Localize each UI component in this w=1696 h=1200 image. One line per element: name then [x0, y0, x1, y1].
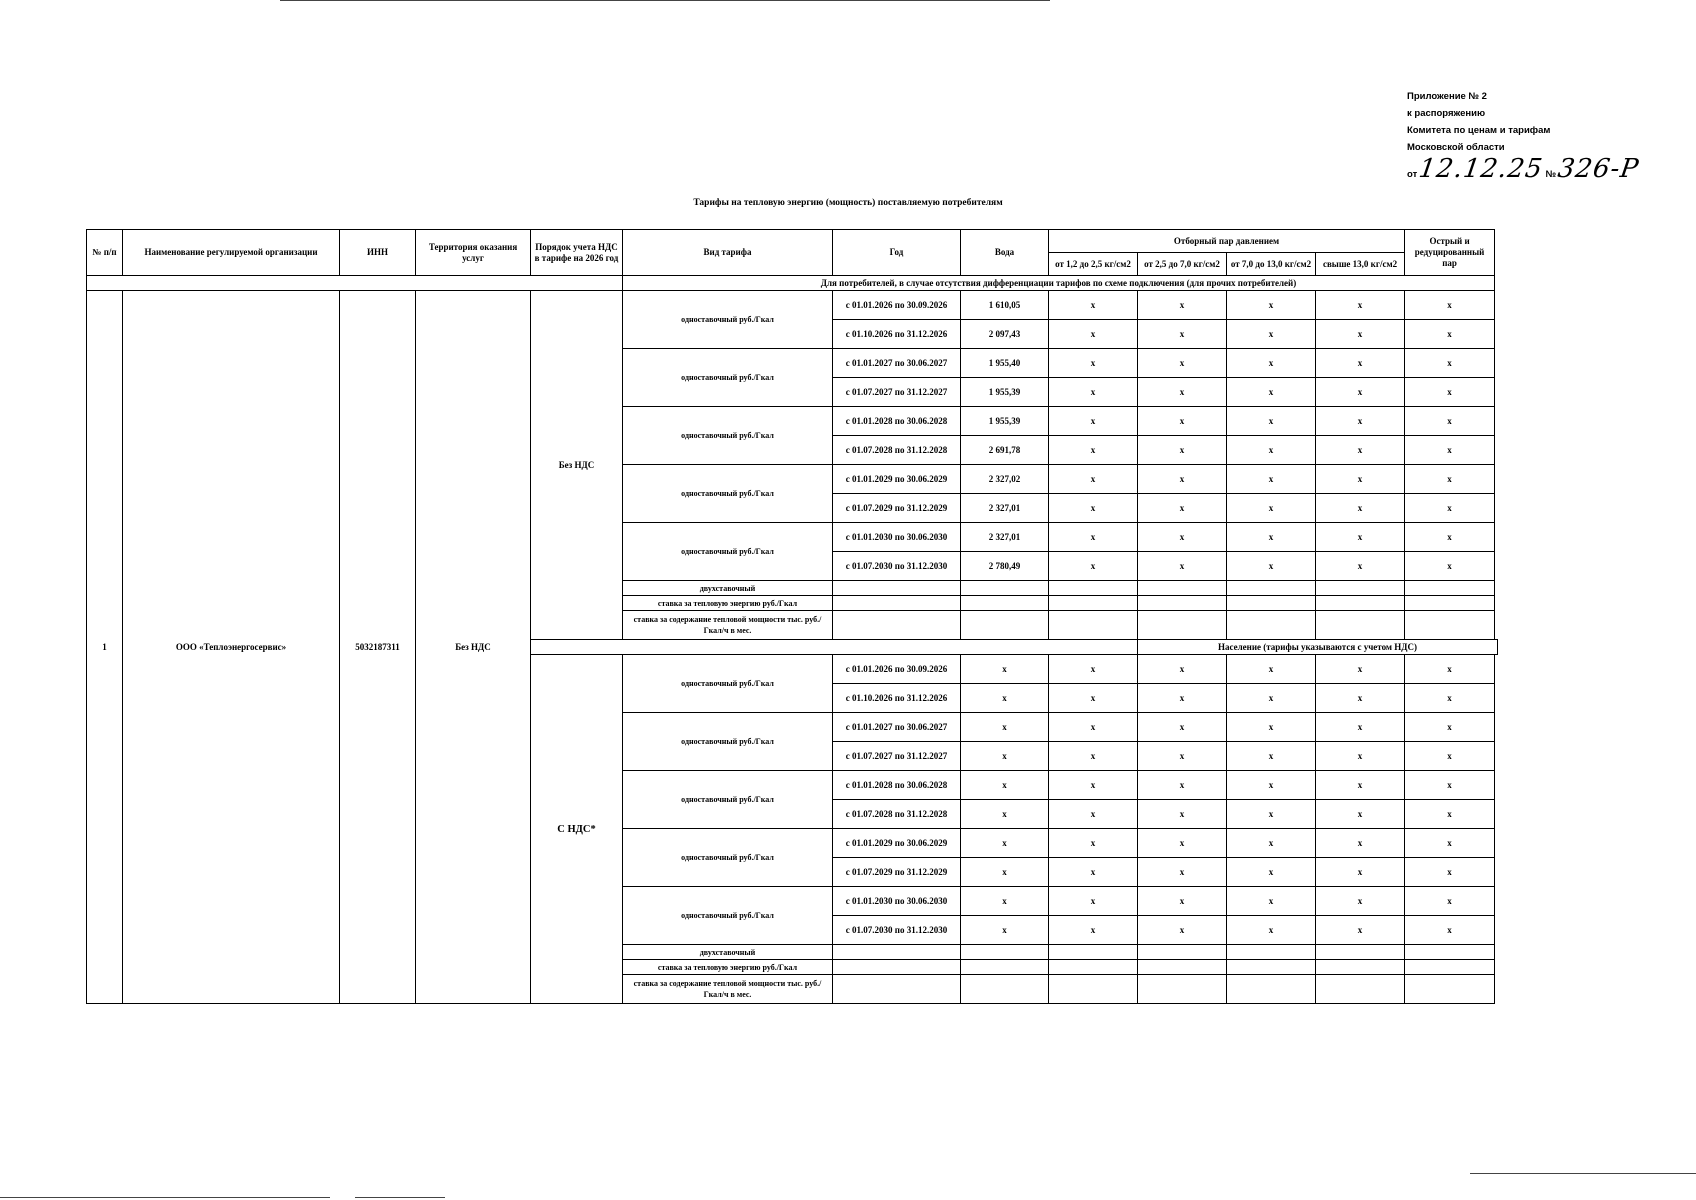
- steam-value: x: [1316, 291, 1405, 320]
- empty-cell: [1405, 596, 1495, 611]
- scan-edge-line: [280, 0, 1050, 1]
- tariff-type-label: одноставочный руб./Гкал: [623, 655, 833, 713]
- empty-cell: [1049, 975, 1138, 1004]
- date-prefix: от: [1407, 169, 1418, 180]
- steam-value: x: [1227, 320, 1316, 349]
- empty-cell: [1405, 581, 1495, 596]
- tariff-type-label: одноставочный руб./Гкал: [623, 349, 833, 407]
- header-steam-1: от 1,2 до 2,5 кг/см2: [1049, 253, 1138, 276]
- band-spacer: [87, 276, 623, 291]
- scan-edge-line: [355, 1197, 445, 1198]
- header-year: Год: [833, 230, 961, 276]
- appendix-line: к распоряжению: [1407, 108, 1486, 119]
- steam-value: x: [1316, 771, 1405, 800]
- water-value: x: [961, 829, 1049, 858]
- steam-value: x: [1227, 494, 1316, 523]
- period-cell: с 01.01.2028 по 30.06.2028: [833, 407, 961, 436]
- header-water: Вода: [961, 230, 1049, 276]
- empty-cell: [833, 960, 961, 975]
- period-cell: с 01.01.2026 по 30.09.2026: [833, 655, 961, 684]
- steam-value: x: [1138, 291, 1227, 320]
- section-band-row: [87, 276, 1498, 291]
- period-cell: с 01.07.2029 по 31.12.2029: [833, 494, 961, 523]
- steam-value: x: [1049, 713, 1138, 742]
- tariff-type-label: одноставочный руб./Гкал: [623, 713, 833, 771]
- steam-value: x: [1405, 552, 1495, 581]
- org-territory: Без НДС: [416, 291, 531, 1004]
- steam-value: x: [1227, 684, 1316, 713]
- steam-value: x: [1138, 916, 1227, 945]
- period-cell: с 01.01.2029 по 30.06.2029: [833, 829, 961, 858]
- steam-value: x: [1227, 523, 1316, 552]
- empty-cell: [1138, 611, 1227, 640]
- steam-value: x: [1227, 465, 1316, 494]
- period-cell: с 01.07.2030 по 31.12.2030: [833, 916, 961, 945]
- steam-value: x: [1138, 887, 1227, 916]
- steam-value: x: [1405, 858, 1495, 887]
- steam-value: x: [1138, 829, 1227, 858]
- steam-value: x: [1138, 858, 1227, 887]
- period-cell: с 01.01.2026 по 30.09.2026: [833, 291, 961, 320]
- steam-value: x: [1227, 829, 1316, 858]
- water-value: 1 955,40: [961, 349, 1049, 378]
- steam-value: x: [1405, 684, 1495, 713]
- water-value: x: [961, 800, 1049, 829]
- steam-value: x: [1138, 523, 1227, 552]
- empty-cell: [1227, 960, 1316, 975]
- period-cell: с 01.01.2027 по 30.06.2027: [833, 713, 961, 742]
- empty-cell: [1049, 945, 1138, 960]
- empty-cell: [1049, 596, 1138, 611]
- steam-value: x: [1316, 655, 1405, 684]
- steam-value: x: [1138, 552, 1227, 581]
- appendix-date-line: [1407, 156, 1667, 183]
- steam-value: x: [1316, 742, 1405, 771]
- empty-cell: [833, 975, 961, 1004]
- tariff-table: [86, 229, 1498, 1004]
- empty-cell: [1316, 960, 1405, 975]
- header-steam-2: от 2,5 до 7,0 кг/см2: [1138, 253, 1227, 276]
- tariff-type-label: одноставочный руб./Гкал: [623, 407, 833, 465]
- steam-value: x: [1316, 800, 1405, 829]
- empty-cell: [1138, 596, 1227, 611]
- steam-value: x: [1138, 494, 1227, 523]
- two-part-label: двухставочный: [623, 945, 833, 960]
- period-cell: с 01.01.2027 по 30.06.2027: [833, 349, 961, 378]
- steam-value: x: [1049, 742, 1138, 771]
- steam-value: x: [1138, 320, 1227, 349]
- steam-value: x: [1316, 523, 1405, 552]
- empty-cell: [1227, 596, 1316, 611]
- table-row: [87, 291, 1498, 320]
- period-cell: с 01.01.2029 по 30.06.2029: [833, 465, 961, 494]
- steam-value: x: [1316, 465, 1405, 494]
- header-num: № п/п: [87, 230, 123, 276]
- empty-cell: [1227, 975, 1316, 1004]
- steam-value: x: [1316, 713, 1405, 742]
- water-value: x: [961, 684, 1049, 713]
- empty-cell: [961, 975, 1049, 1004]
- empty-cell: [833, 611, 961, 640]
- org-inn: 5032187311: [340, 291, 416, 1004]
- tariff-type-label: одноставочный руб./Гкал: [623, 887, 833, 945]
- steam-value: x: [1138, 349, 1227, 378]
- header-steam-3: от 7,0 до 13,0 кг/см2: [1227, 253, 1316, 276]
- steam-value: x: [1316, 378, 1405, 407]
- scan-edge-line: [1470, 1173, 1696, 1174]
- steam-value: x: [1049, 349, 1138, 378]
- empty-cell: [1316, 945, 1405, 960]
- steam-value: x: [1049, 800, 1138, 829]
- steam-value: x: [1405, 378, 1495, 407]
- steam-value: x: [1405, 436, 1495, 465]
- empty-cell: [1316, 975, 1405, 1004]
- steam-value: x: [1227, 552, 1316, 581]
- appendix-line: Московской области: [1407, 142, 1505, 153]
- steam-value: x: [1049, 320, 1138, 349]
- capacity-rate-label: ставка за содержание тепловой мощности тыс. руб./Гкал/ч в мес.: [623, 611, 833, 640]
- empty-cell: [961, 945, 1049, 960]
- steam-value: x: [1227, 800, 1316, 829]
- empty-cell: [833, 596, 961, 611]
- number-prefix: №: [1545, 169, 1557, 180]
- water-value: 2 327,01: [961, 523, 1049, 552]
- appendix-line: Приложение № 2: [1407, 91, 1487, 102]
- steam-value: x: [1049, 887, 1138, 916]
- water-value: 2 327,02: [961, 465, 1049, 494]
- steam-value: x: [1405, 713, 1495, 742]
- steam-value: x: [1316, 684, 1405, 713]
- two-part-label: двухставочный: [623, 581, 833, 596]
- steam-value: x: [1405, 655, 1495, 684]
- appendix-line: Комитета по ценам и тарифам: [1407, 125, 1551, 136]
- steam-value: x: [1405, 916, 1495, 945]
- period-cell: с 01.07.2028 по 31.12.2028: [833, 800, 961, 829]
- water-value: 1 955,39: [961, 407, 1049, 436]
- water-value: 1 610,05: [961, 291, 1049, 320]
- steam-value: x: [1405, 349, 1495, 378]
- empty-cell: [1405, 945, 1495, 960]
- period-cell: с 01.10.2026 по 31.12.2026: [833, 320, 961, 349]
- steam-value: x: [1405, 887, 1495, 916]
- steam-value: x: [1049, 436, 1138, 465]
- steam-value: x: [1049, 291, 1138, 320]
- document-title: Тарифы на тепловую энергию (мощность) поставляемую потребителям: [693, 198, 1003, 208]
- steam-value: x: [1316, 887, 1405, 916]
- steam-value: x: [1227, 916, 1316, 945]
- steam-value: x: [1138, 465, 1227, 494]
- appendix-stamp: [1407, 88, 1667, 183]
- steam-value: x: [1138, 742, 1227, 771]
- tariff-type-label: одноставочный руб./Гкал: [623, 465, 833, 523]
- steam-value: x: [1138, 713, 1227, 742]
- steam-value: x: [1405, 465, 1495, 494]
- empty-cell: [1138, 960, 1227, 975]
- steam-value: x: [1138, 800, 1227, 829]
- steam-value: x: [1405, 320, 1495, 349]
- water-value: x: [961, 655, 1049, 684]
- steam-value: x: [1227, 407, 1316, 436]
- steam-value: x: [1049, 523, 1138, 552]
- steam-value: x: [1405, 523, 1495, 552]
- steam-value: x: [1316, 858, 1405, 887]
- steam-value: x: [1316, 436, 1405, 465]
- header-inn: ИНН: [340, 230, 416, 276]
- steam-value: x: [1138, 771, 1227, 800]
- water-value: 1 955,39: [961, 378, 1049, 407]
- empty-cell: [1138, 581, 1227, 596]
- empty-cell: [1227, 581, 1316, 596]
- steam-value: x: [1316, 320, 1405, 349]
- period-cell: с 01.01.2028 по 30.06.2028: [833, 771, 961, 800]
- steam-value: x: [1138, 378, 1227, 407]
- period-cell: с 01.01.2030 по 30.06.2030: [833, 523, 961, 552]
- vat-order-value: С НДС*: [531, 655, 623, 1004]
- period-cell: с 01.07.2030 по 31.12.2030: [833, 552, 961, 581]
- steam-value: x: [1049, 494, 1138, 523]
- empty-cell: [961, 960, 1049, 975]
- period-cell: с 01.01.2030 по 30.06.2030: [833, 887, 961, 916]
- steam-value: x: [1227, 858, 1316, 887]
- water-value: x: [961, 887, 1049, 916]
- scan-edge-line: [0, 1197, 330, 1198]
- period-cell: с 01.07.2028 по 31.12.2028: [833, 436, 961, 465]
- header-vat-order: Порядок учета НДС в тарифе на 2026 год: [531, 230, 623, 276]
- steam-value: x: [1049, 552, 1138, 581]
- capacity-rate-label: ставка за содержание тепловой мощности тыс. руб./Гкал/ч в мес.: [623, 975, 833, 1004]
- steam-value: x: [1227, 291, 1316, 320]
- water-value: 2 780,49: [961, 552, 1049, 581]
- energy-rate-label: ставка за тепловую энергию руб./Гкал: [623, 960, 833, 975]
- steam-value: x: [1227, 742, 1316, 771]
- steam-value: x: [1138, 655, 1227, 684]
- steam-value: x: [1227, 349, 1316, 378]
- tariff-type-label: одноставочный руб./Гкал: [623, 771, 833, 829]
- period-cell: с 01.10.2026 по 31.12.2026: [833, 684, 961, 713]
- tariff-type-label: одноставочный руб./Гкал: [623, 523, 833, 581]
- tariff-type-label: одноставочный руб./Гкал: [623, 829, 833, 887]
- empty-cell: [1138, 975, 1227, 1004]
- water-value: x: [961, 742, 1049, 771]
- empty-cell: [1316, 611, 1405, 640]
- empty-cell: [1138, 945, 1227, 960]
- period-cell: с 01.07.2027 по 31.12.2027: [833, 378, 961, 407]
- empty-cell: [1405, 611, 1495, 640]
- org-num: 1: [87, 291, 123, 1004]
- header-row: [87, 230, 1498, 253]
- handwritten-date: 12.12.25: [1417, 154, 1546, 184]
- water-value: 2 691,78: [961, 436, 1049, 465]
- steam-value: x: [1316, 349, 1405, 378]
- steam-value: x: [1316, 494, 1405, 523]
- steam-value: x: [1138, 684, 1227, 713]
- steam-value: x: [1049, 655, 1138, 684]
- empty-cell: [961, 611, 1049, 640]
- header-steam-4: свыше 13,0 кг/см2: [1316, 253, 1405, 276]
- period-cell: с 01.07.2029 по 31.12.2029: [833, 858, 961, 887]
- handwritten-number: 326-Р: [1556, 154, 1642, 184]
- empty-cell: [833, 581, 961, 596]
- empty-cell: [1227, 611, 1316, 640]
- steam-value: x: [1049, 858, 1138, 887]
- steam-value: x: [1405, 742, 1495, 771]
- tariff-type-label: одноставочный руб./Гкал: [623, 291, 833, 349]
- water-value: x: [961, 916, 1049, 945]
- steam-value: x: [1227, 887, 1316, 916]
- steam-value: x: [1316, 916, 1405, 945]
- empty-cell: [961, 581, 1049, 596]
- steam-value: x: [1405, 800, 1495, 829]
- water-value: x: [961, 858, 1049, 887]
- steam-value: x: [1138, 407, 1227, 436]
- vat-order-value: Без НДС: [531, 291, 623, 640]
- steam-value: x: [1049, 916, 1138, 945]
- steam-value: x: [1405, 494, 1495, 523]
- steam-value: x: [1049, 771, 1138, 800]
- steam-value: x: [1405, 771, 1495, 800]
- steam-value: x: [1405, 291, 1495, 320]
- org-name: ООО «Теплоэнергосервис»: [123, 291, 340, 1004]
- steam-value: x: [1049, 829, 1138, 858]
- steam-value: x: [1405, 829, 1495, 858]
- steam-value: x: [1227, 771, 1316, 800]
- steam-value: x: [1227, 713, 1316, 742]
- water-value: 2 327,01: [961, 494, 1049, 523]
- steam-value: x: [1316, 552, 1405, 581]
- header-steam-group: Отборный пар давлением: [1049, 230, 1405, 253]
- empty-cell: [833, 945, 961, 960]
- steam-value: x: [1049, 407, 1138, 436]
- empty-cell: [1316, 596, 1405, 611]
- water-value: 2 097,43: [961, 320, 1049, 349]
- steam-value: x: [1049, 465, 1138, 494]
- empty-cell: [961, 596, 1049, 611]
- empty-cell: [1405, 975, 1495, 1004]
- section-band-title: Для потребителей, в случае отсутствия дифференциации тарифов по схеме подключения (для прочих потребителей): [623, 276, 1495, 291]
- steam-value: x: [1405, 407, 1495, 436]
- empty-cell: [1049, 581, 1138, 596]
- water-value: x: [961, 713, 1049, 742]
- header-sharp-steam: Острый и редуцированный пар: [1405, 230, 1495, 276]
- header-tariff-type: Вид тарифа: [623, 230, 833, 276]
- steam-value: x: [1316, 407, 1405, 436]
- empty-cell: [1049, 611, 1138, 640]
- band-spacer: [531, 640, 1138, 655]
- header-territory: Территория оказания услуг: [416, 230, 531, 276]
- section-band-title: Население (тарифы указываются с учетом НДС): [1138, 640, 1498, 655]
- steam-value: x: [1227, 378, 1316, 407]
- energy-rate-label: ставка за тепловую энергию руб./Гкал: [623, 596, 833, 611]
- period-cell: с 01.07.2027 по 31.12.2027: [833, 742, 961, 771]
- empty-cell: [1316, 581, 1405, 596]
- steam-value: x: [1227, 655, 1316, 684]
- steam-value: x: [1049, 684, 1138, 713]
- empty-cell: [1049, 960, 1138, 975]
- steam-value: x: [1227, 436, 1316, 465]
- water-value: x: [961, 771, 1049, 800]
- steam-value: x: [1138, 436, 1227, 465]
- header-org-name: Наименование регулируемой организации: [123, 230, 340, 276]
- empty-cell: [1405, 960, 1495, 975]
- steam-value: x: [1316, 829, 1405, 858]
- steam-value: x: [1049, 378, 1138, 407]
- empty-cell: [1227, 945, 1316, 960]
